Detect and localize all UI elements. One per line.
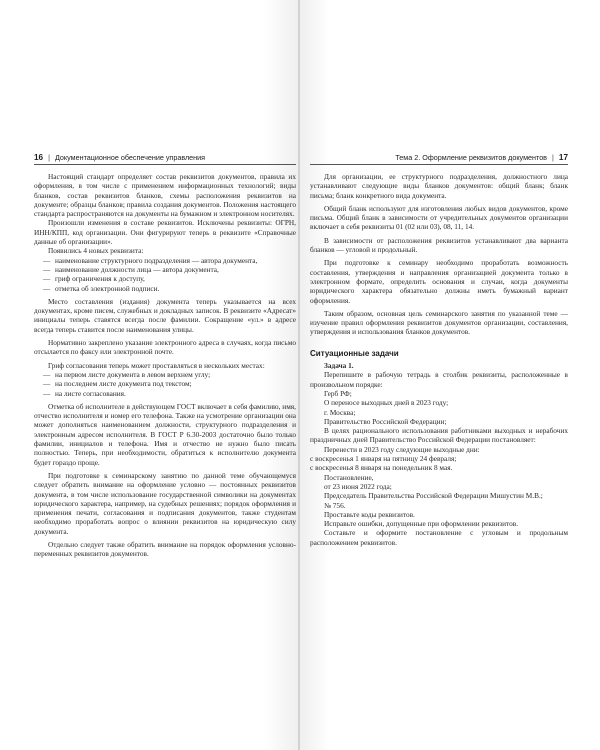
instruction-item: Исправьте ошибки, допущенные при оформлении реквизитов. — [324, 519, 519, 529]
requisite-item: № 756. — [324, 500, 346, 510]
section-title: Ситуационные задачи — [310, 348, 399, 358]
left-running-header: 16 | Документационное обеспечение управления — [34, 152, 296, 165]
left-page-number: 16 — [34, 153, 44, 162]
instruction-item: Проставьте коды реквизитов. — [324, 509, 415, 519]
paragraph: Нормативно закреплено указание электронного адреса в случаях, когда письмо отсылается по факсу или электронной почте. — [34, 338, 296, 357]
requisite-item: О переносе выходных дней в 2023 году; — [324, 398, 449, 408]
list-item: — наименование должности лица — автора документа, — [43, 264, 219, 274]
right-body-text — [310, 172, 568, 547]
paragraph: Настоящий стандарт определяет состав реквизитов документов, правила их оформления, в том числе с применением информационных технологий; виды бланков, состав реквизитов бланков, схемы расположения реквизитов на документе; образцы бланков; правила создания документов. Положения настоящего стандарта распространяются на документы на бумажном и электронном носителях. — [34, 172, 296, 219]
paragraph: При подготовке к семинарскому занятию по данной теме обучающемуся следует обратить внимание на оформление условно — постоянных реквизитов документа, в том числе использование государственной символики на документах юридического характера, например, на судебных решениях; порядок оформления и применения печати, согласования и подписания документов, также студентам необходимо проработать вопрос о влиянии реквизитов на юридическую силу документа. — [34, 470, 296, 536]
list-item: — гриф ограничения к доступу, — [43, 274, 145, 284]
requisite-item: от 23 июня 2022 года; — [324, 481, 392, 491]
paragraph: Общий бланк используют для изготовления любых видов документов, кроме письма. Общий бланк в зависимости от учредительных документов организации включает в себя реквизиты 01 (02 или 03), 08, 11, 14. — [310, 203, 568, 232]
left-body-text — [34, 172, 296, 559]
requisite-item: В целях рационального использования работниками выходных и нерабочих праздничных дней Правительство Российской Федерации постановляет: — [310, 426, 568, 445]
paragraph: Место составления (издания) документа теперь указывается на всех документах, кроме писем, служебных и докладных записок. В реквизите «Адресат» инициалы теперь ставятся всегда после фамилии. Сокращение «ул.» в адресе всегда теперь ставится после наименования улицы. — [34, 296, 296, 334]
list-item: — на листе согласования. — [43, 388, 126, 398]
requisite-item: с воскресенья 1 января на пятницу 24 февраля; — [310, 454, 457, 464]
requisite-item: Председатель Правительства Российской Федерации Мишустин М.В.; — [324, 491, 543, 501]
paragraph: Произошли изменения в составе реквизитов. Исключены реквизиты: ОГРН, ИНН/КПП, код организации. Они фигурируют теперь в реквизите «Справочные данные об организации». — [34, 218, 296, 247]
list-item: — отметка об электронной подписи. — [43, 283, 160, 293]
task-title: Задача 1. — [324, 361, 354, 371]
paragraph: Таким образом, основная цель семинарского занятия по указанной теме — изучение правил оформления реквизитов документов организации, составления, утверждения и использования бланков документов. — [310, 308, 568, 337]
requisite-item: г. Москва; — [324, 407, 356, 417]
paragraph: Для организации, ее структурного подразделения, должностного лица устанавливают следующие виды бланков документов: общий бланк; бланк письма; бланк конкретного вида документа. — [310, 172, 568, 200]
requisite-item: Постановление, — [324, 472, 374, 482]
instruction-item: Составьте и оформите постановление с угловым и продольным расположением реквизитов. — [310, 528, 568, 547]
paragraph: Гриф согласования теперь может проставляться в нескольких местах: — [48, 360, 265, 370]
list-item: — на первом листе документа в левом верхнем углу; — [43, 369, 211, 379]
right-running-title: Тема 2. Оформление реквизитов документов — [395, 153, 548, 162]
list-item: — наименование структурного подразделения — автора документа, — [43, 255, 258, 265]
requisite-item: Правительство Российской Федерации; — [324, 416, 447, 426]
task-intro: Перепишите в рабочую тетрадь в столбик реквизиты, расположенные в произвольном порядке: — [310, 370, 568, 389]
paragraph: Появились 4 новых реквизита: — [48, 246, 144, 256]
requisite-item: с воскресенья 8 января на понедельник 8 мая. — [310, 463, 453, 473]
paragraph: В зависимости от расположения реквизитов устанавливают два варианта бланков — угловой и продольный. — [310, 235, 568, 255]
right-page-number: 17 — [558, 153, 568, 162]
right-page — [300, 0, 600, 750]
list-item: — на последнем листе документа под текстом; — [43, 379, 192, 389]
paragraph: Отдельно следует также обратить внимание на порядок оформления условно-переменных реквизитов документов. — [34, 539, 296, 559]
requisite-item: Перенести в 2023 году следующие выходные дни: — [324, 444, 480, 454]
right-running-header: Тема 2. Оформление реквизитов документов | 17 — [310, 152, 568, 165]
left-running-title: Документационное обеспечение управления — [54, 153, 206, 162]
requisite-item: Герб РФ; — [324, 388, 352, 398]
paragraph: При подготовке к семинару необходимо проработать возможность составления, утверждения и направления организацией документа только в электронном формате, определить основания и случаи, когда документы юридического характера обязательно должны иметь бумажный вариант оформления. — [310, 258, 568, 305]
paragraph: Отметка об исполнителе в действующем ГОСТ включает в себя фамилию, имя, отчество исполнителя и номер его телефона. Также на усмотрение организации она может дополняться наименованием должности, структурного подразделения и электронным адресом исполнителя. В ГОСТ Р 6.30-2003 достаточно было только фамилии, инициалов и телефона. Имя и отчество не нужно было писать полностью. Теперь, при необходимости, обратиться к исполнителю документа будет гораздо проще. — [34, 401, 296, 467]
